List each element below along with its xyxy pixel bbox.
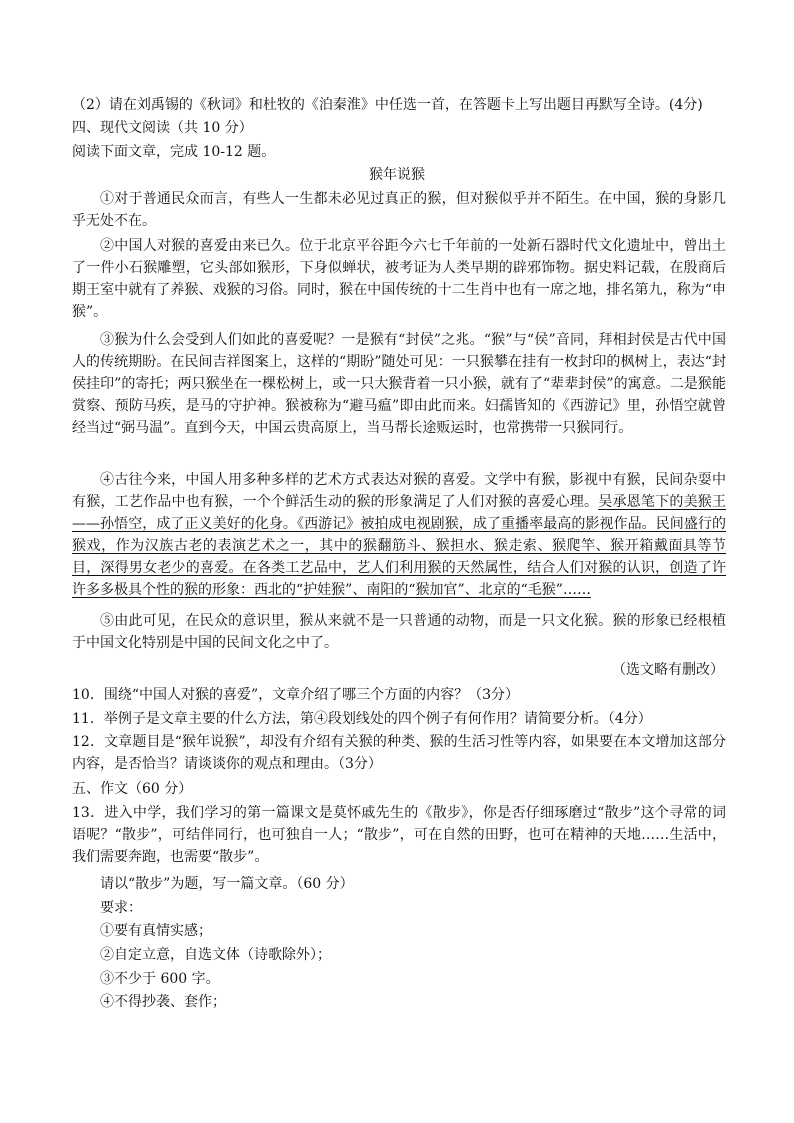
paragraph-2: ②中国人对猴的喜爱由来已久。位于北京平谷距今六七千年前的一处新石器时代文化遗址中，曾出土了一件小石猴雕塑，它头部如猴形，下身似蝉状，被考证为人类早期的辟邪饰物。据史料记载，在殷商后期王室中就有了养猴、戏猴的习俗。同时，猴在中国传统的十二生肖中也有一席之地，排名第九，称为“申猴”。 [72,238,726,320]
article-title: 猴年说猴 [369,167,425,183]
question-13: 13．进入中学，我们学习的第一篇课文是莫怀戚先生的《散步》，你是否仔细琢磨过“散步”这个寻常的词语呢？“散步”，可结伴同行，也可独自一人；“散步”，可在自然的田野，也可在精神的天地……生活中，我们需要奔跑，也需要“散步”。 [72,805,726,865]
paragraph-1: ①对于普通民众而言，有些人一生都未必见过真正的猴，但对猴似乎并不陌生。在中国，猴的身影几乎无处不在。 [72,191,726,229]
question-11: 11．举例子是文章主要的什么方法，第④段划线处的四个例子有何作用？请简要分析。（4分） [72,711,652,727]
reading-instruction: 阅读下面文章，完成 10-12 题。 [72,144,276,160]
paragraph-4 [72,469,726,601]
requirement-1: ①要有真情实感； [100,923,212,939]
paragraph-3: ③猴为什么会受到人们如此的喜爱呢？一是猴有“封侯”之兆。“猴”与“侯”音同，拜相封侯是古代中国人的传统期盼。在民间吉祥图案上，这样的“期盼”随处可见：一只猴攀在挂有一枚封印的枫树上，表达“封侯挂印”的寄托；两只猴坐在一棵松树上，或一只大猴背着一只小猴，就有了“辈辈封侯”的寓意。二是猴能赏察、预防马疾，是马的守护神。猴被称为“避马瘟”即由此而来。妇孺皆知的《西游记》里，孙悟空就曾经当过“弼马温”。直到今天，中国云贵高原上，当马帮长途贩运时，也常携带一只猴同行。 [72,332,726,436]
section-4-heading: 四、现代文阅读（共 10 分） [72,120,253,136]
question-10: 10．围绕“中国人对猴的喜爱”，文章介绍了哪三个方面的内容？（3分） [72,687,520,703]
question-2-poem-dictation: （2）请在刘禹锡的《秋词》和杜牧的《泊秦淮》中任选一首，在答题卡上写出题目再默写全诗。(4分) [72,97,703,113]
paragraph-4-plain: ④古往今来，中国人用多种多样的艺术方式表达对猴的喜爱。文学中有猴，影视中有猴，民间杂耍中有猴，工艺作品中也有猴，一个个鲜活生动的猴的形象满足了人们对猴的喜爱心理。 [72,472,726,510]
requirement-4: ④不得抄袭、套作； [100,994,226,1010]
section-5-heading: 五、作文（60 分） [72,781,193,797]
question-12: 12．文章题目是“猴年说猴”，却没有介绍有关猴的种类、猴的生活习性等内容，如果要在本文增加这部分内容，是否恰当？请谈谈你的观点和理由。（3分） [72,734,726,772]
requirement-2: ②自定立意，自选文体（诗歌除外）； [100,947,331,963]
paragraph-4-underlined-examples: 吴承恩笔下的美猴王——孙悟空，成了正义美好的化身。《西游记》被拍成电视剧猴，成了重播率最高的影视作品。民间盛行的猴戏，作为汉族古老的表演艺术之一，其中的猴翻筋斗、猴担水、猴走索、猴爬竿、猴开箱戴面具等节目，深得男女老少的喜爱。在各类工艺品中，艺人们利用猴的天然属性，结合人们对猴的认识，创造了许许多多极具个性的猴的形象：西北的“护娃猴”、南阳的“猴加官”、北京的“毛猴”…… [72,494,727,598]
paragraph-5: ⑤由此可见，在民众的意识里，猴从来就不是一只普通的动物，而是一只文化猴。猴的形象已经根植于中国文化特别是中国的民间文化之中了。 [72,613,726,651]
source-note: （选文略有删改） [612,662,724,678]
requirements-label: 要求： [100,900,142,916]
essay-prompt: 请以“散步”为题，写一篇文章。（60 分） [100,876,354,892]
requirement-3: ③不少于 600 字。 [100,971,220,987]
